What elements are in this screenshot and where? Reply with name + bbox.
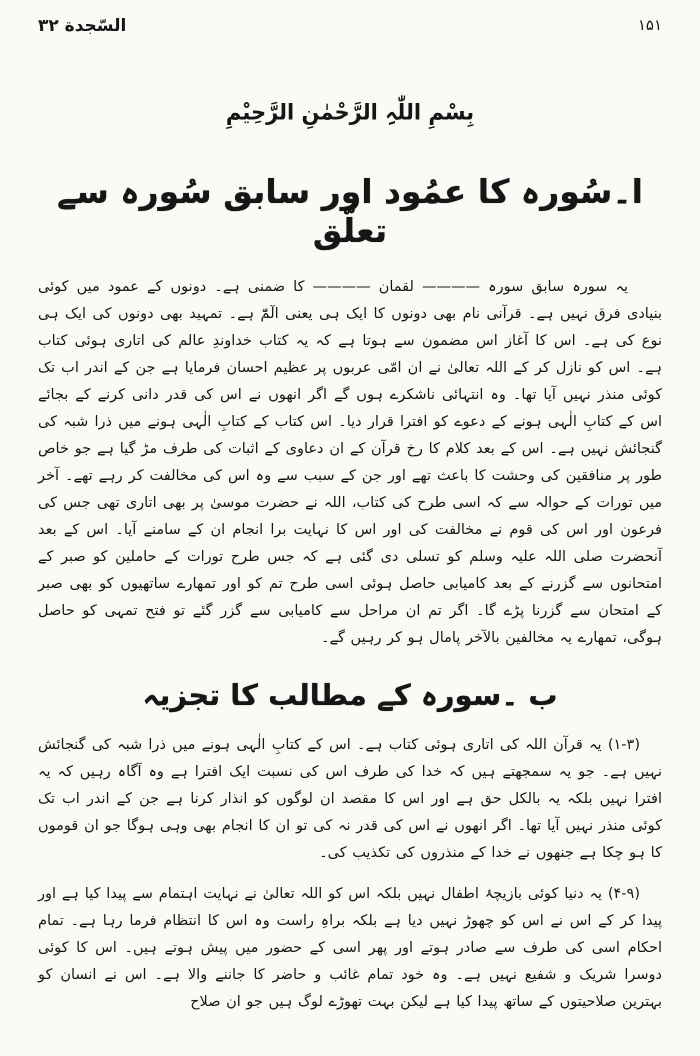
page-header xyxy=(38,16,662,36)
section-a-paragraph: یہ سورہ سابق سورہ ———— لقمان ———— کا ضمنی ہے۔ دونوں کے عمود میں کوئی بنیادی فرق نہیں ہے۔ قرآنی نام بھی دونوں کا ایک ہی یعنی الٓمّٓ ہے۔ تمہید بھی دونوں کی ایک ہی نوع کی ہے۔ اس کا آغاز اس مضمون سے ہوتا ہے کہ یہ کتاب خداوندِ عالم کی اتاری ہوئی کتاب ہے۔ اس کو نازل کر کے اللہ تعالیٰ نے ان امّی عربوں پر عظیم احسان فرمایا ہے جن کے اندر اب تک کوئی منذر نہیں آیا تھا۔ وہ انتہائی ناشکرے ہوں گے اگر انھوں نے اس کی قدر دانی کرنے کے بجائے اس کے کتابِ الٰہی ہونے کے دعوے کو افترا قرار دیا۔ اس کتاب کے کتابِ الٰہی ہونے میں ذرا شبہ کی گنجائش نہیں ہے۔ اس کے بعد کلام کا رخ قرآن کے ان دعاوی کے اثبات کی طرف مڑ گیا ہے جو خاص طور پر منافقین کی وحشت کا باعث تھے اور جن کے سبب سے وہ اس کی مخالفت کر رہے تھے۔ آخر میں تورات کے حوالہ سے کہ اسی طرح کی کتاب، اللہ نے حضرت موسیٰ پر بھی اتاری تھی جس کی فرعون اور اس کی قوم نے مخالفت کی اور اس کا نہایت برا انجام ان کے سامنے آیا۔ اس کے بعد آنحضرت صلی اللہ علیہ وسلم کو تسلی دی گئی ہے کہ جس طرح تورات کے حاملین کو صبر کے امتحانوں سے گزرنے کے بعد کامیابی حاصل ہوئی اسی طرح تم کو اور تمھارے ساتھیوں کو بھی صبر کے امتحان سے گزرنا پڑے گا۔ اگر تم ان مراحل سے کامیابی سے گزر گئے تو فتح تمہی کو حاصل ہوگی، تمھارے یہ مخالفین بالآخر پامال ہو کر رہیں گے۔ xyxy=(38,279,662,646)
section-b-paragraph-1: (۱-۳) یہ قرآن اللہ کی اتاری ہوئی کتاب ہے۔ اس کے کتابِ الٰہی ہونے میں ذرا شبہ کی گنجائش نہیں ہے۔ جو یہ سمجھتے ہیں کہ خدا کی طرف اس کی نسبت ایک افترا ہے وہ آگاہ رہیں کہ یہ افترا نہیں بلکہ یہ بالکل حق ہے اور اس کا مقصد ان لوگوں کو انذار کرنا ہے جن کے اندر اب تک کوئی منذر نہیں آیا تھا۔ اگر انھوں نے اس کی قدر نہ کی تو ان کا انجام بھی وہی ہوگا جو ان قوموں کا ہو چکا ہے جنھوں نے خدا کے منذروں کی تکذیب کی۔ xyxy=(38,737,662,861)
bismillah-text: بِسْمِ اللّٰہِ الرَّحْمٰنِ الرَّحِیْمِ xyxy=(225,99,475,125)
section-b-heading: ب ۔سورہ کے مطالب کا تجزیہ xyxy=(142,678,558,712)
surah-title: السّجدة ۳۲ xyxy=(38,16,127,36)
section-b-paragraph-2: (۴-۹) یہ دنیا کوئی بازیچۂ اطفال نہیں بلکہ اس کو اللہ تعالیٰ نے نہایت اہتمام سے پیدا کیا ہے اور پیدا کر کے اس نے اس کو چھوڑ نہیں دیا ہے بلکہ براہِ راست وہ اس کا انتظام فرما رہا ہے۔ تمام احکام اسی کی طرف سے صادر ہوتے اور پھر اسی کے حضور میں پیش ہوتے ہیں۔ اس کا کوئی دوسرا شریک و شفیع نہیں ہے۔ وہ خود تمام غائب و حاضر کا جاننے والا ہے۔ اس نے انسان کو بہترین صلاحیتوں کے ساتھ پیدا کیا ہے لیکن بہت تھوڑے لوگ ہیں جو ان صلاح xyxy=(38,886,662,1010)
section-a-heading: ا۔سُورہ کا عمُود اور سابق سُورہ سے تعلّق xyxy=(57,172,643,250)
bismillah-calligraphy xyxy=(38,70,662,156)
page-number: ۱۵۱ xyxy=(637,16,662,34)
